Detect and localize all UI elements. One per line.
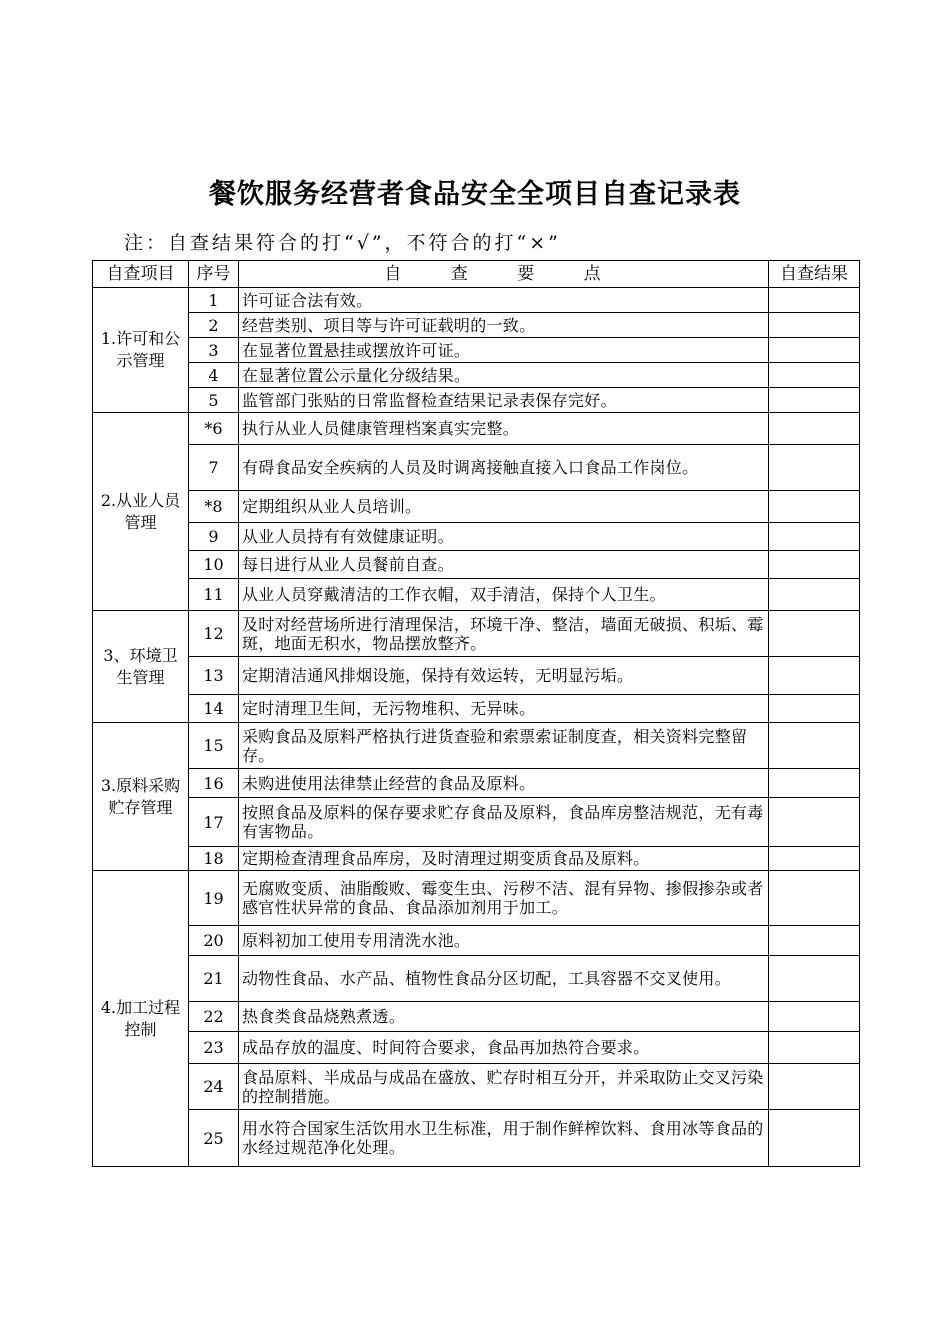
item-number: 16 [189,769,239,798]
note-text: 注：自查结果符合的打“√”，不符合的打“×” [124,232,561,254]
item-number: 19 [189,871,239,926]
item-text: 成品存放的温度、时间符合要求，食品再加热符合要求。 [239,1032,769,1064]
table-row [93,769,860,798]
table-row [93,871,860,926]
item-number: 18 [189,847,239,871]
item-text: 有碍食品安全疾病的人员及时调离接触直接入口食品工作岗位。 [239,445,769,491]
item-text: 热食类食品烧熟煮透。 [239,1002,769,1032]
item-number: 22 [189,1002,239,1032]
item-text: 食品原料、半成品与成品在盛放、贮存时相互分开，并采取防止交叉污染的控制措施。 [239,1064,769,1110]
item-number: *8 [189,491,239,523]
table-row [93,413,860,445]
result-cell[interactable] [769,723,860,769]
result-cell[interactable] [769,1002,860,1032]
item-text: 及时对经营场所进行清理保洁，环境干净、整洁，墙面无破损、积垢、霉斑，地面无积水，物品摆放整齐。 [239,611,769,657]
self-inspection-table [92,260,860,1167]
item-number: 24 [189,1064,239,1110]
category-cell: 2.从业人员管理 [93,413,189,611]
table-row [93,363,860,388]
item-number: 21 [189,956,239,1002]
item-number: 10 [189,551,239,579]
result-cell[interactable] [769,551,860,579]
result-cell[interactable] [769,523,860,551]
category-cell: 3、环境卫生管理 [93,611,189,723]
table-row [93,579,860,611]
result-cell[interactable] [769,579,860,611]
table-row [93,657,860,695]
table-row [93,523,860,551]
item-number: 9 [189,523,239,551]
item-text: 未购进使用法律禁止经营的食品及原料。 [239,769,769,798]
item-number: 12 [189,611,239,657]
item-text: 在显著位置公示量化分级结果。 [239,363,769,388]
item-number: *6 [189,413,239,445]
item-text: 按照食品及原料的保存要求贮存食品及原料，食品库房整洁规范，无有毒有害物品。 [239,798,769,847]
item-number: 5 [189,388,239,413]
header-result: 自查结果 [769,261,860,288]
item-text: 动物性食品、水产品、植物性食品分区切配，工具容器不交叉使用。 [239,956,769,1002]
table-row [93,847,860,871]
result-cell[interactable] [769,1110,860,1167]
category-cell: 3.原料采购贮存管理 [93,723,189,871]
item-number: 17 [189,798,239,847]
item-number: 14 [189,695,239,723]
item-text: 定时清理卫生间，无污物堆积、无异味。 [239,695,769,723]
item-number: 4 [189,363,239,388]
table-row [93,695,860,723]
result-cell[interactable] [769,611,860,657]
table-row [93,445,860,491]
table-row [93,1032,860,1064]
table-row [93,611,860,657]
item-text: 在显著位置悬挂或摆放许可证。 [239,338,769,363]
header-point: 自 查 要 点 [239,261,769,288]
header-category: 自查项目 [93,261,189,288]
result-cell[interactable] [769,363,860,388]
item-number: 7 [189,445,239,491]
table-row [93,798,860,847]
result-cell[interactable] [769,288,860,313]
table-row [93,956,860,1002]
table-row [93,723,860,769]
table-row [93,1064,860,1110]
table-row [93,551,860,579]
result-cell[interactable] [769,388,860,413]
table-row [93,926,860,956]
category-cell: 4.加工过程控制 [93,871,189,1167]
item-text: 定期检查清理食品库房，及时清理过期变质食品及原料。 [239,847,769,871]
result-cell[interactable] [769,769,860,798]
result-cell[interactable] [769,798,860,847]
table-row [93,313,860,338]
item-number: 23 [189,1032,239,1064]
table-row [93,1110,860,1167]
result-cell[interactable] [769,695,860,723]
item-text: 经营类别、项目等与许可证载明的一致。 [239,313,769,338]
table-header-row [93,261,860,288]
item-text: 定期清洁通风排烟设施，保持有效运转，无明显污垢。 [239,657,769,695]
item-number: 20 [189,926,239,956]
result-cell[interactable] [769,956,860,1002]
item-text: 从业人员穿戴清洁的工作衣帽，双手清洁，保持个人卫生。 [239,579,769,611]
table-row [93,388,860,413]
item-number: 25 [189,1110,239,1167]
item-text: 原料初加工使用专用清洗水池。 [239,926,769,956]
result-cell[interactable] [769,1064,860,1110]
item-number: 1 [189,288,239,313]
item-text: 执行从业人员健康管理档案真实完整。 [239,413,769,445]
item-text: 许可证合法有效。 [239,288,769,313]
table-row [93,338,860,363]
document-title: 餐饮服务经营者食品安全全项目自查记录表 [209,179,741,210]
result-cell[interactable] [769,491,860,523]
item-text: 无腐败变质、油脂酸败、霉变生虫、污秽不洁、混有异物、掺假掺杂或者感官性状异常的食品、食品添加剂用于加工。 [239,871,769,926]
item-number: 2 [189,313,239,338]
item-text: 用水符合国家生活饮用水卫生标准，用于制作鲜榨饮料、食用冰等食品的水经过规范净化处理。 [239,1110,769,1167]
item-text: 定期组织从业人员培训。 [239,491,769,523]
result-cell[interactable] [769,445,860,491]
result-cell[interactable] [769,1032,860,1064]
header-number: 序号 [189,261,239,288]
item-number: 15 [189,723,239,769]
table-row [93,288,860,313]
item-number: 3 [189,338,239,363]
result-cell[interactable] [769,847,860,871]
result-cell[interactable] [769,926,860,956]
category-cell: 1.许可和公示管理 [93,288,189,413]
item-number: 11 [189,579,239,611]
item-number: 13 [189,657,239,695]
item-text: 每日进行从业人员餐前自查。 [239,551,769,579]
result-cell[interactable] [769,871,860,926]
result-cell[interactable] [769,657,860,695]
result-cell[interactable] [769,313,860,338]
item-text: 采购食品及原料严格执行进货查验和索票索证制度查，相关资料完整留存。 [239,723,769,769]
result-cell[interactable] [769,338,860,363]
result-cell[interactable] [769,413,860,445]
table-row [93,491,860,523]
item-text: 从业人员持有有效健康证明。 [239,523,769,551]
item-text: 监管部门张贴的日常监督检查结果记录表保存完好。 [239,388,769,413]
table-row [93,1002,860,1032]
